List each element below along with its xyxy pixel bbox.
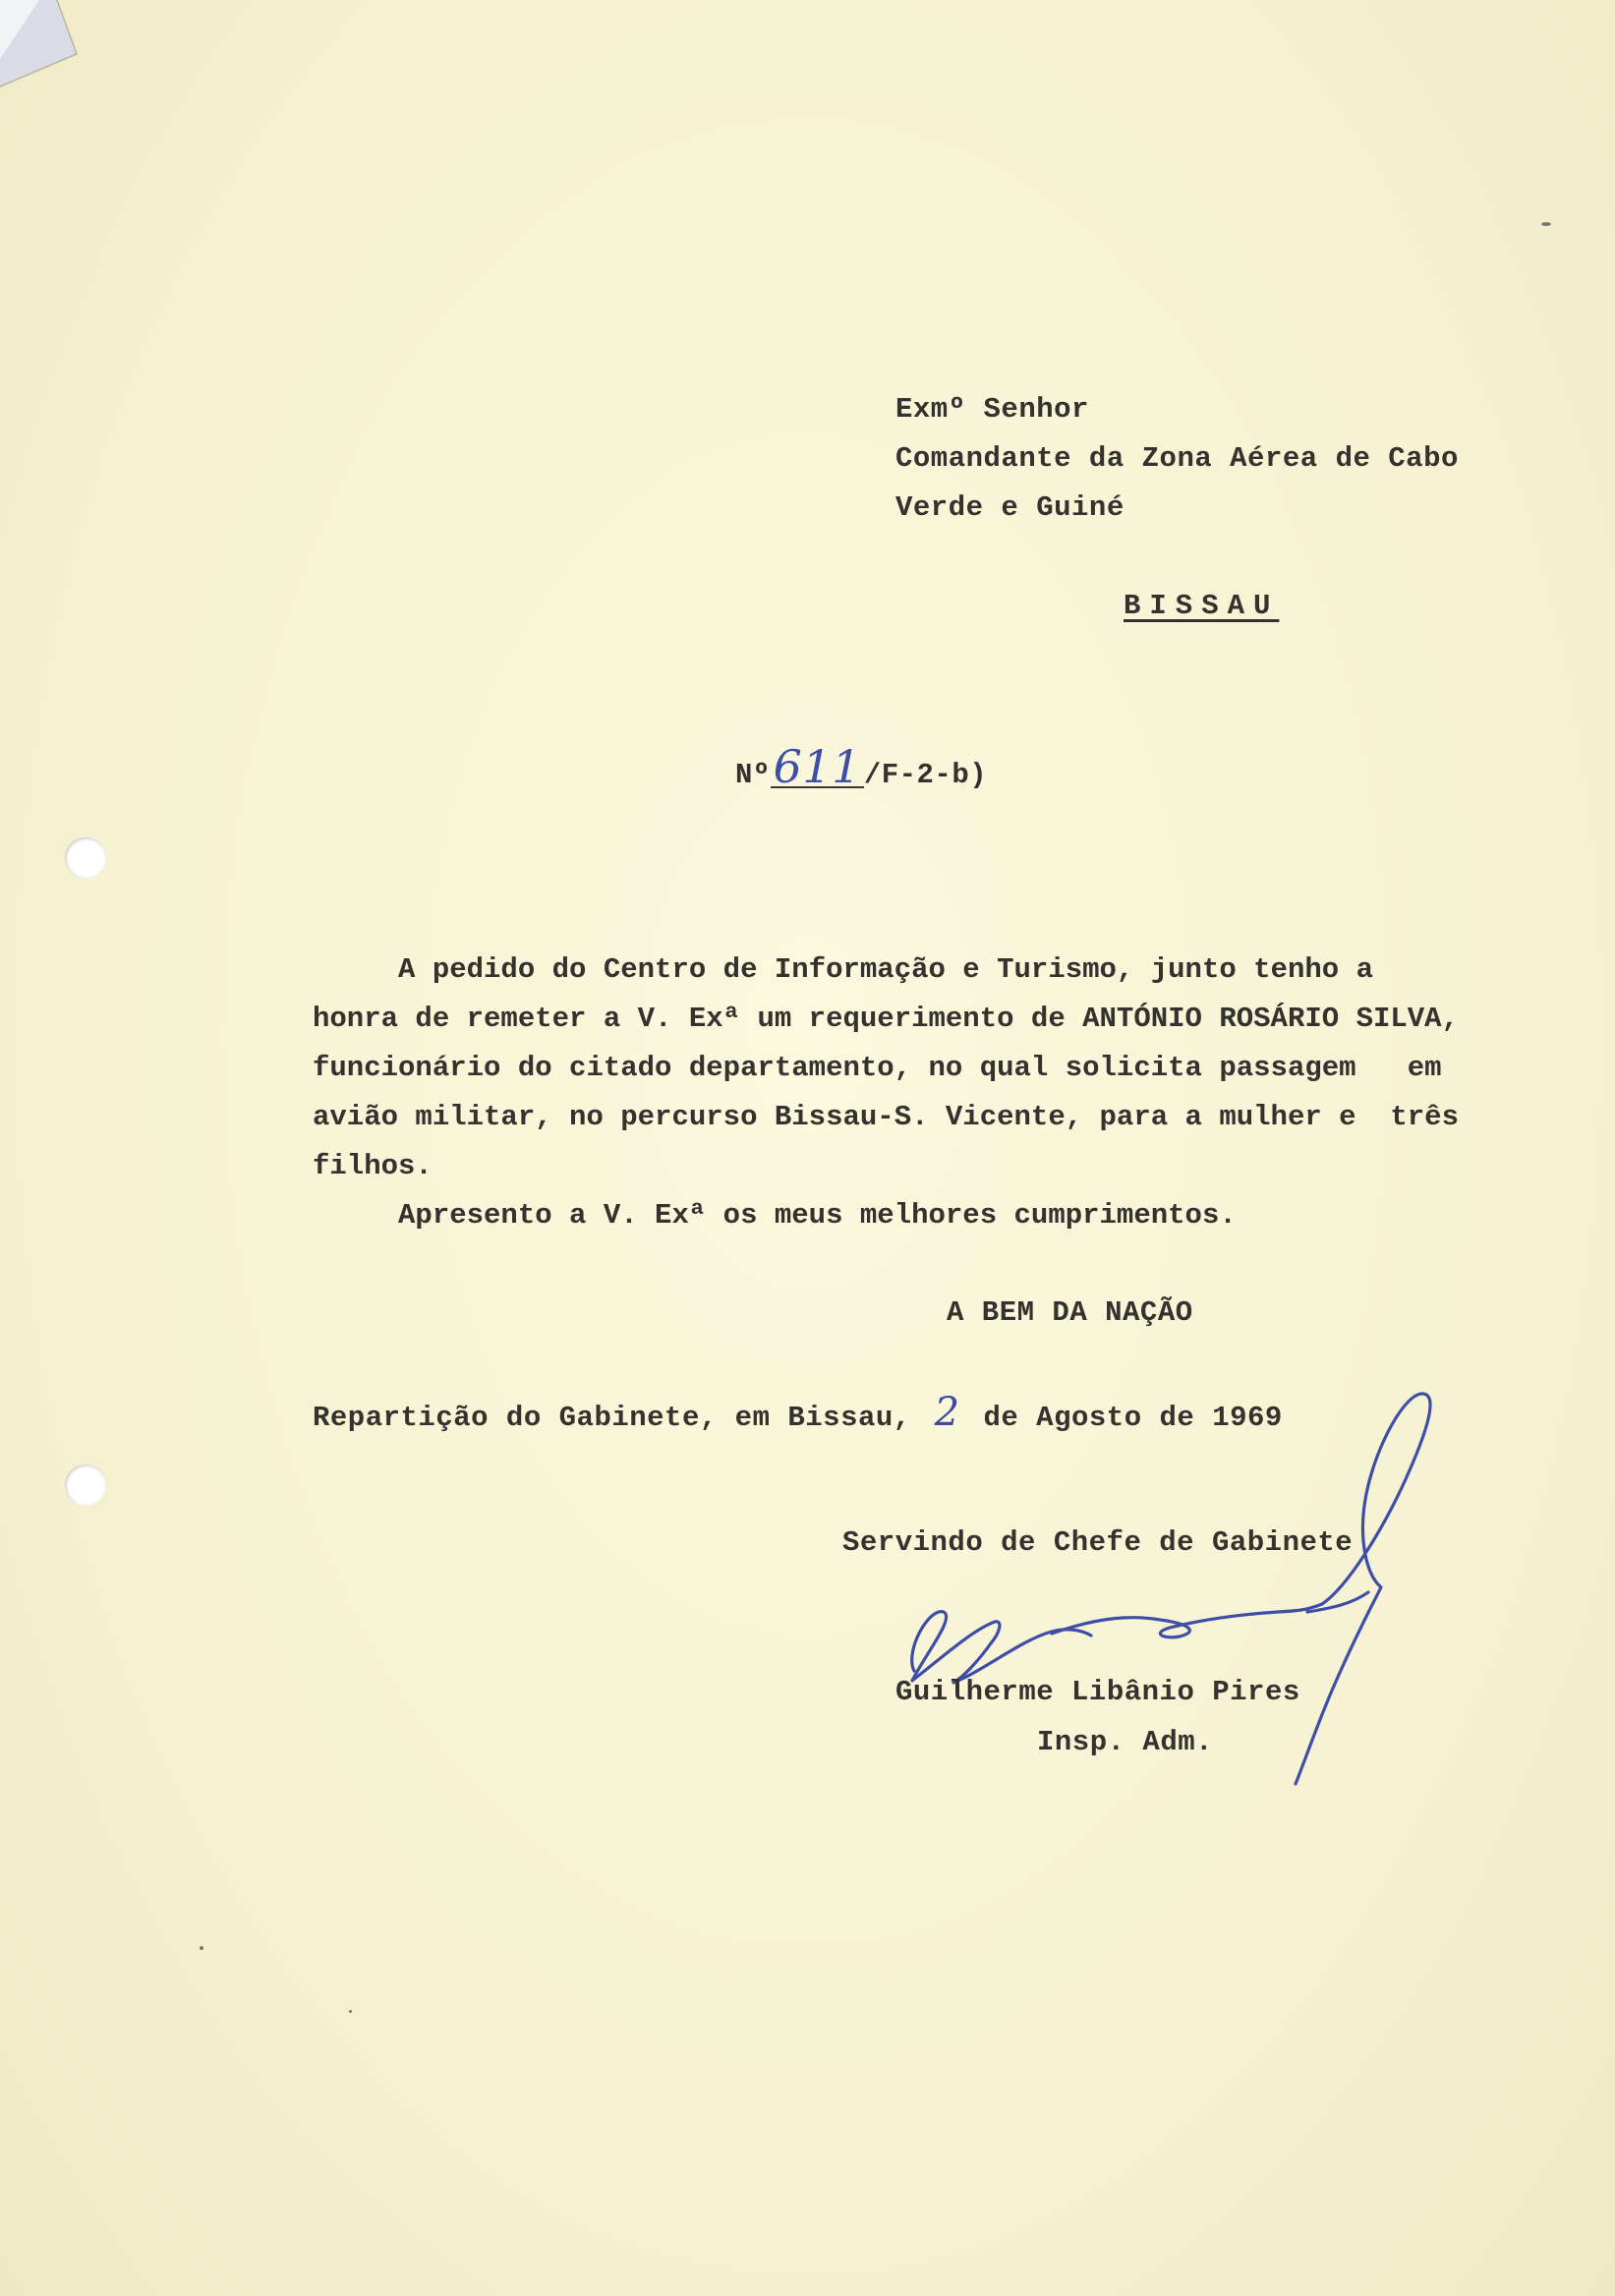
signatory-role: Servindo de Chefe de Gabinete bbox=[842, 1526, 1354, 1559]
body-paragraph-2 bbox=[313, 1191, 1492, 1240]
body-line: A pedido do Centro de Informação e Turismo, junto tenho a bbox=[313, 953, 1373, 986]
addressee-line-1: Exmº Senhor bbox=[895, 393, 1089, 426]
addressee-line-3: Verde e Guiné bbox=[895, 491, 1125, 524]
punch-hole-top bbox=[65, 837, 106, 879]
reference-number-handwritten: 611 bbox=[771, 747, 864, 788]
folded-corner bbox=[0, 0, 79, 88]
body-line: Apresento a V. Exª os meus melhores cumprimentos. bbox=[313, 1199, 1237, 1232]
signatory-title: Insp. Adm. bbox=[1037, 1726, 1214, 1758]
dateline-day-handwritten: 2 bbox=[934, 1390, 960, 1435]
paper-speck bbox=[349, 2010, 352, 2013]
body-line: filhos. bbox=[313, 1150, 433, 1182]
dateline-prefix: Repartição do Gabinete, em Bissau, bbox=[313, 1402, 911, 1434]
body-line: funcionário do citado departamento, no qual solicita passagem em bbox=[313, 1052, 1442, 1084]
body-paragraph-1 bbox=[313, 946, 1492, 1191]
dateline-suffix: de Agosto de 1969 bbox=[983, 1402, 1283, 1434]
reference-line bbox=[735, 740, 988, 800]
closing-salutation: A BEM DA NAÇÃO bbox=[947, 1296, 1193, 1329]
body-line: honra de remeter a V. Exª um requerimento de ANTÓNIO ROSÁRIO SILVA, bbox=[313, 1003, 1459, 1035]
addressee-city: BISSAU bbox=[1124, 590, 1280, 622]
reference-suffix: /F-2-b) bbox=[863, 759, 988, 791]
reference-prefix: Nº bbox=[735, 759, 771, 791]
paper-speck bbox=[200, 1946, 203, 1950]
signatory-name: Guilherme Libânio Pires bbox=[895, 1676, 1300, 1708]
addressee-line-2: Comandante da Zona Aérea de Cabo bbox=[895, 442, 1459, 475]
punch-hole-bottom bbox=[65, 1464, 106, 1506]
body-line: avião militar, no percurso Bissau-S. Vicente, para a mulher e três bbox=[313, 1101, 1459, 1133]
paper-speck bbox=[1541, 222, 1551, 226]
